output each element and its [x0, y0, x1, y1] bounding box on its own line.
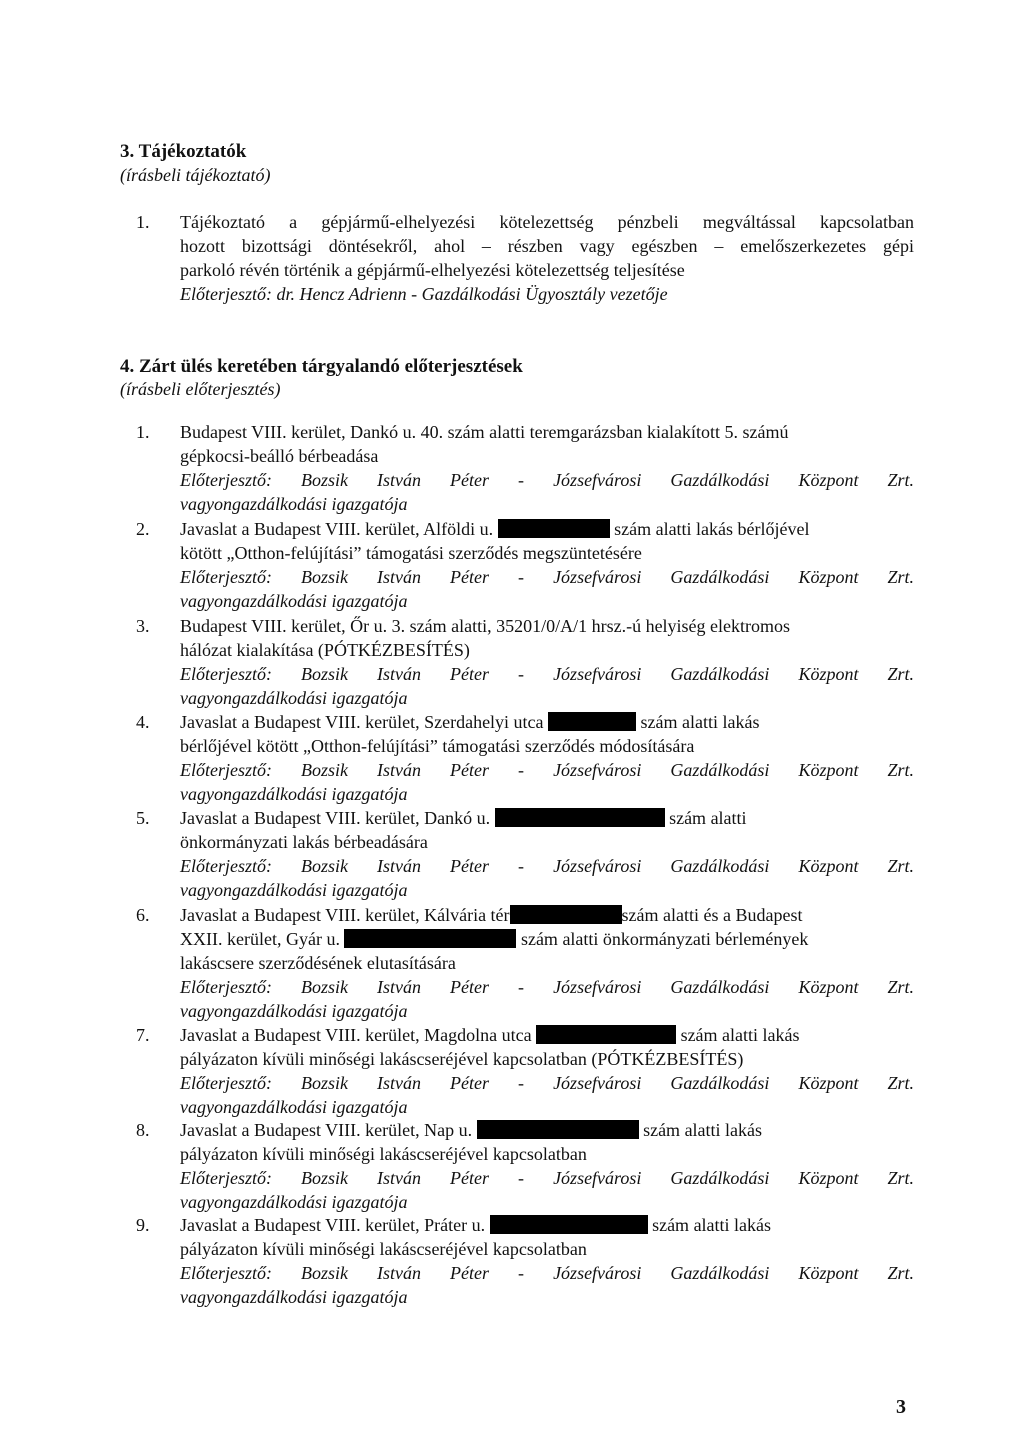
- item-text-line: hozott bizottsági döntésekről, ahol – részben vagy egészben – emelőszerkezetes gépi: [180, 236, 914, 256]
- item-presenter: Előterjesztő: Bozsik István Péter - Józsefvárosi Gazdálkodási Központ Zrt.: [180, 760, 914, 780]
- item-presenter: Előterjesztő: Bozsik István Péter - Józsefvárosi Gazdálkodási Központ Zrt.: [180, 1168, 914, 1188]
- agenda-item-8: [136, 1118, 914, 1214]
- agenda-item-1: [136, 420, 914, 516]
- item-number: 7.: [136, 1025, 150, 1045]
- redaction-block: [495, 808, 665, 827]
- redaction-block: [536, 1025, 676, 1044]
- item-text-line: pályázaton kívüli minőségi lakáscseréjével kapcsolatban (PÓTKÉZBESÍTÉS): [180, 1049, 744, 1069]
- item-presenter-title: vagyongazdálkodási igazgatója: [180, 591, 408, 611]
- agenda-item-4: [136, 710, 914, 806]
- item-text-line: Javaslat a Budapest VIII. kerület, Kálvária tér szám alatti és a Budapest: [180, 905, 803, 925]
- item-text-line: Javaslat a Budapest VIII. kerület, Nap u. szám alatti lakás: [180, 1120, 763, 1140]
- item-presenter-title: vagyongazdálkodási igazgatója: [180, 494, 408, 514]
- item-text-line: Javaslat a Budapest VIII. kerület, Szerdahelyi utca szám alatti lakás: [180, 712, 760, 732]
- item-text-line: Javaslat a Budapest VIII. kerület, Práter u. szám alatti lakás: [180, 1215, 772, 1235]
- agenda-item-2: [136, 517, 914, 613]
- item-text-line: parkoló révén történik a gépjármű-elhelyezési kötelezettség teljesítése: [180, 260, 685, 280]
- section-4-subtitle: (írásbeli előterjesztés): [120, 379, 281, 399]
- item-presenter-title: vagyongazdálkodási igazgatója: [180, 784, 408, 804]
- item-number: 3.: [136, 616, 150, 636]
- item-text-line: Budapest VIII. kerület, Őr u. 3. szám alatti, 35201/0/A/1 hrsz.-ú helyiség elektromos: [180, 616, 791, 636]
- item-presenter: Előterjesztő: Bozsik István Péter - Józsefvárosi Gazdálkodási Központ Zrt.: [180, 664, 914, 684]
- item-presenter-title: vagyongazdálkodási igazgatója: [180, 1287, 408, 1307]
- section-3-heading: 3. Tájékoztatók: [120, 141, 247, 162]
- item-presenter-title: vagyongazdálkodási igazgatója: [180, 1097, 408, 1117]
- page-number: 3: [896, 1396, 906, 1418]
- item-text-line: Tájékoztató a gépjármű-elhelyezési kötelezettség pénzbeli megváltással kapcsolatban: [180, 212, 914, 232]
- item-text-line: bérlőjével kötött „Otthon-felújítási” támogatási szerződés módosítására: [180, 736, 695, 756]
- item-text-line: önkormányzati lakás bérbeadására: [180, 832, 428, 852]
- item-presenter: Előterjesztő: dr. Hencz Adrienn - Gazdálkodási Ügyosztály vezetője: [180, 284, 668, 304]
- agenda-item-5: [136, 806, 914, 902]
- item-text-line: pályázaton kívüli minőségi lakáscseréjével kapcsolatban: [180, 1144, 587, 1164]
- item-number: 6.: [136, 905, 150, 925]
- agenda-item-7: [136, 1023, 914, 1119]
- item-presenter: Előterjesztő: Bozsik István Péter - Józsefvárosi Gazdálkodási Központ Zrt.: [180, 1073, 914, 1093]
- redaction-block: [498, 519, 610, 538]
- item-number: 9.: [136, 1215, 150, 1235]
- item-presenter: Előterjesztő: Bozsik István Péter - Józsefvárosi Gazdálkodási Központ Zrt.: [180, 470, 914, 490]
- item-text-line: Javaslat a Budapest VIII. kerület, Alföldi u. szám alatti lakás bérlőjével: [180, 519, 810, 539]
- agenda-item-3: [136, 614, 914, 710]
- redaction-block: [344, 929, 516, 948]
- item-number: 4.: [136, 712, 150, 732]
- redaction-block: [490, 1215, 648, 1234]
- item-text-line: Javaslat a Budapest VIII. kerület, Magdolna utca szám alatti lakás: [180, 1025, 800, 1045]
- item-text-line: kötött „Otthon-felújítási” támogatási szerződés megszüntetésére: [180, 543, 642, 563]
- item-presenter-title: vagyongazdálkodási igazgatója: [180, 1192, 408, 1212]
- item-number: 1.: [136, 422, 150, 442]
- info-item-1: [136, 210, 914, 306]
- item-number: 5.: [136, 808, 150, 828]
- item-number: 2.: [136, 519, 150, 539]
- item-presenter-title: vagyongazdálkodási igazgatója: [180, 1001, 408, 1021]
- item-number: 1.: [136, 212, 150, 232]
- redaction-block: [477, 1120, 639, 1139]
- item-presenter: Előterjesztő: Bozsik István Péter - Józsefvárosi Gazdálkodási Központ Zrt.: [180, 1263, 914, 1283]
- item-text-line: hálózat kialakítása (PÓTKÉZBESÍTÉS): [180, 640, 470, 660]
- section-4-heading: 4. Zárt ülés keretében tárgyalandó előterjesztések: [120, 356, 523, 377]
- agenda-item-6: [136, 903, 914, 1023]
- redaction-block: [548, 712, 636, 731]
- item-presenter-title: vagyongazdálkodási igazgatója: [180, 688, 408, 708]
- item-text-line: Budapest VIII. kerület, Dankó u. 40. szám alatti teremgarázsban kialakított 5. számú: [180, 422, 789, 442]
- item-text-line: Javaslat a Budapest VIII. kerület, Dankó u. szám alatti: [180, 808, 747, 828]
- redaction-block: [510, 905, 622, 924]
- item-text-line: gépkocsi-beálló bérbeadása: [180, 446, 379, 466]
- item-text-line: pályázaton kívüli minőségi lakáscseréjével kapcsolatban: [180, 1239, 587, 1259]
- item-presenter: Előterjesztő: Bozsik István Péter - Józsefvárosi Gazdálkodási Központ Zrt.: [180, 567, 914, 587]
- item-presenter: Előterjesztő: Bozsik István Péter - Józsefvárosi Gazdálkodási Központ Zrt.: [180, 977, 914, 997]
- item-text-line: XXII. kerület, Gyár u. szám alatti önkormányzati bérlemények: [180, 929, 809, 949]
- item-presenter-title: vagyongazdálkodási igazgatója: [180, 880, 408, 900]
- item-number: 8.: [136, 1120, 150, 1140]
- section-3-subtitle: (írásbeli tájékoztató): [120, 165, 271, 185]
- item-presenter: Előterjesztő: Bozsik István Péter - Józsefvárosi Gazdálkodási Központ Zrt.: [180, 856, 914, 876]
- agenda-item-9: [136, 1213, 914, 1309]
- item-text-line: lakáscsere szerződésének elutasítására: [180, 953, 456, 973]
